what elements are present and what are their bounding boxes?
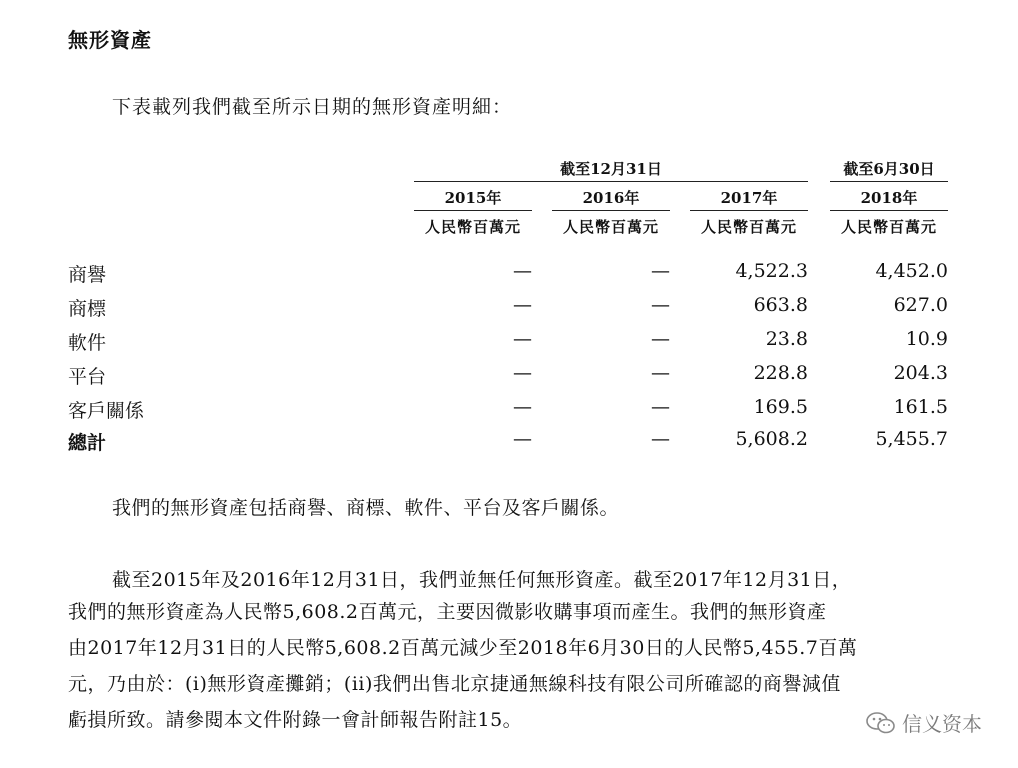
cell-software-2017: 23.8	[765, 328, 808, 350]
row-label-customer-relationships: 客戶關係	[68, 400, 145, 422]
cell-software-2018: 10.9	[905, 328, 948, 350]
cell-goodwill-2015: —	[513, 260, 532, 282]
row-label-trademarks: 商標	[68, 298, 107, 320]
paragraph-detail-line-5: 虧損所致。請參閱本文件附錄一會計師報告附註15。	[68, 709, 523, 731]
column-unit-2017: 人民幣百萬元	[700, 218, 797, 236]
paragraph-detail-line-3: 由2017年12月31日的人民幣5,608.2百萬元減少至2018年6月30日的人民幣5,455.7百萬	[68, 637, 858, 659]
year-rule-2015	[414, 210, 532, 211]
paragraph-summary: 我們的無形資產包括商譽、商標、軟件、平台及客戶關係。	[112, 497, 620, 519]
cell-customer-relationships-2017: 169.5	[753, 396, 808, 418]
header-rule-dec31	[414, 181, 808, 182]
cell-platform-2016: —	[651, 362, 670, 384]
cell-goodwill-2018: 4,452.0	[875, 260, 948, 282]
cell-total-2015: —	[513, 428, 532, 450]
cell-trademarks-2016: —	[651, 294, 670, 316]
cell-customer-relationships-2018: 161.5	[893, 396, 948, 418]
cell-trademarks-2018: 627.0	[893, 294, 948, 316]
row-label-software: 軟件	[68, 332, 107, 354]
column-year-2018: 2018年	[860, 189, 918, 207]
column-unit-2018: 人民幣百萬元	[840, 218, 937, 236]
cell-platform-2018: 204.3	[893, 362, 948, 384]
cell-total-2016: —	[651, 428, 670, 450]
column-year-2015: 2015年	[444, 189, 502, 207]
paragraph-detail-line-4: 元，乃由於：(i)無形資產攤銷；(ii)我們出售北京捷通無線科技有限公司所確認的商譽減值	[68, 673, 841, 695]
column-year-2016: 2016年	[582, 189, 640, 207]
intro-text: 下表載列我們截至所示日期的無形資產明細：	[112, 96, 513, 118]
cell-platform-2015: —	[513, 362, 532, 384]
row-label-goodwill: 商譽	[68, 264, 107, 286]
year-rule-2018	[830, 210, 948, 211]
cell-total-2017: 5,608.2	[735, 428, 808, 450]
section-title: 無形資產	[68, 28, 152, 52]
column-unit-2015: 人民幣百萬元	[424, 218, 521, 236]
row-label-total: 總計	[68, 432, 107, 454]
cell-trademarks-2017: 663.8	[753, 294, 808, 316]
paragraph-detail-line-2: 我們的無形資產為人民幣5,608.2百萬元，主要因微影收購事項而產生。我們的無形資產	[68, 601, 827, 623]
paragraph-detail-line-1: 截至2015年及2016年12月31日，我們並無任何無形資產。截至2017年12月31日，	[112, 569, 852, 591]
cell-customer-relationships-2015: —	[513, 396, 532, 418]
cell-customer-relationships-2016: —	[651, 396, 670, 418]
header-as-at-dec31: 截至12月31日	[560, 160, 662, 178]
cell-total-2018: 5,455.7	[875, 428, 948, 450]
wechat-icon	[866, 711, 896, 735]
year-rule-2016	[552, 210, 670, 211]
cell-platform-2017: 228.8	[753, 362, 808, 384]
cell-goodwill-2017: 4,522.3	[735, 260, 808, 282]
header-rule-jun30	[830, 181, 948, 182]
watermark-text: 信义资本	[902, 712, 982, 736]
row-label-platform: 平台	[68, 366, 107, 388]
cell-goodwill-2016: —	[651, 260, 670, 282]
year-rule-2017	[690, 210, 808, 211]
column-year-2017: 2017年	[720, 189, 778, 207]
column-unit-2016: 人民幣百萬元	[562, 218, 659, 236]
watermark	[866, 708, 982, 737]
header-as-at-jun30: 截至6月30日	[843, 160, 935, 178]
cell-software-2015: —	[513, 328, 532, 350]
cell-trademarks-2015: —	[513, 294, 532, 316]
cell-software-2016: —	[651, 328, 670, 350]
